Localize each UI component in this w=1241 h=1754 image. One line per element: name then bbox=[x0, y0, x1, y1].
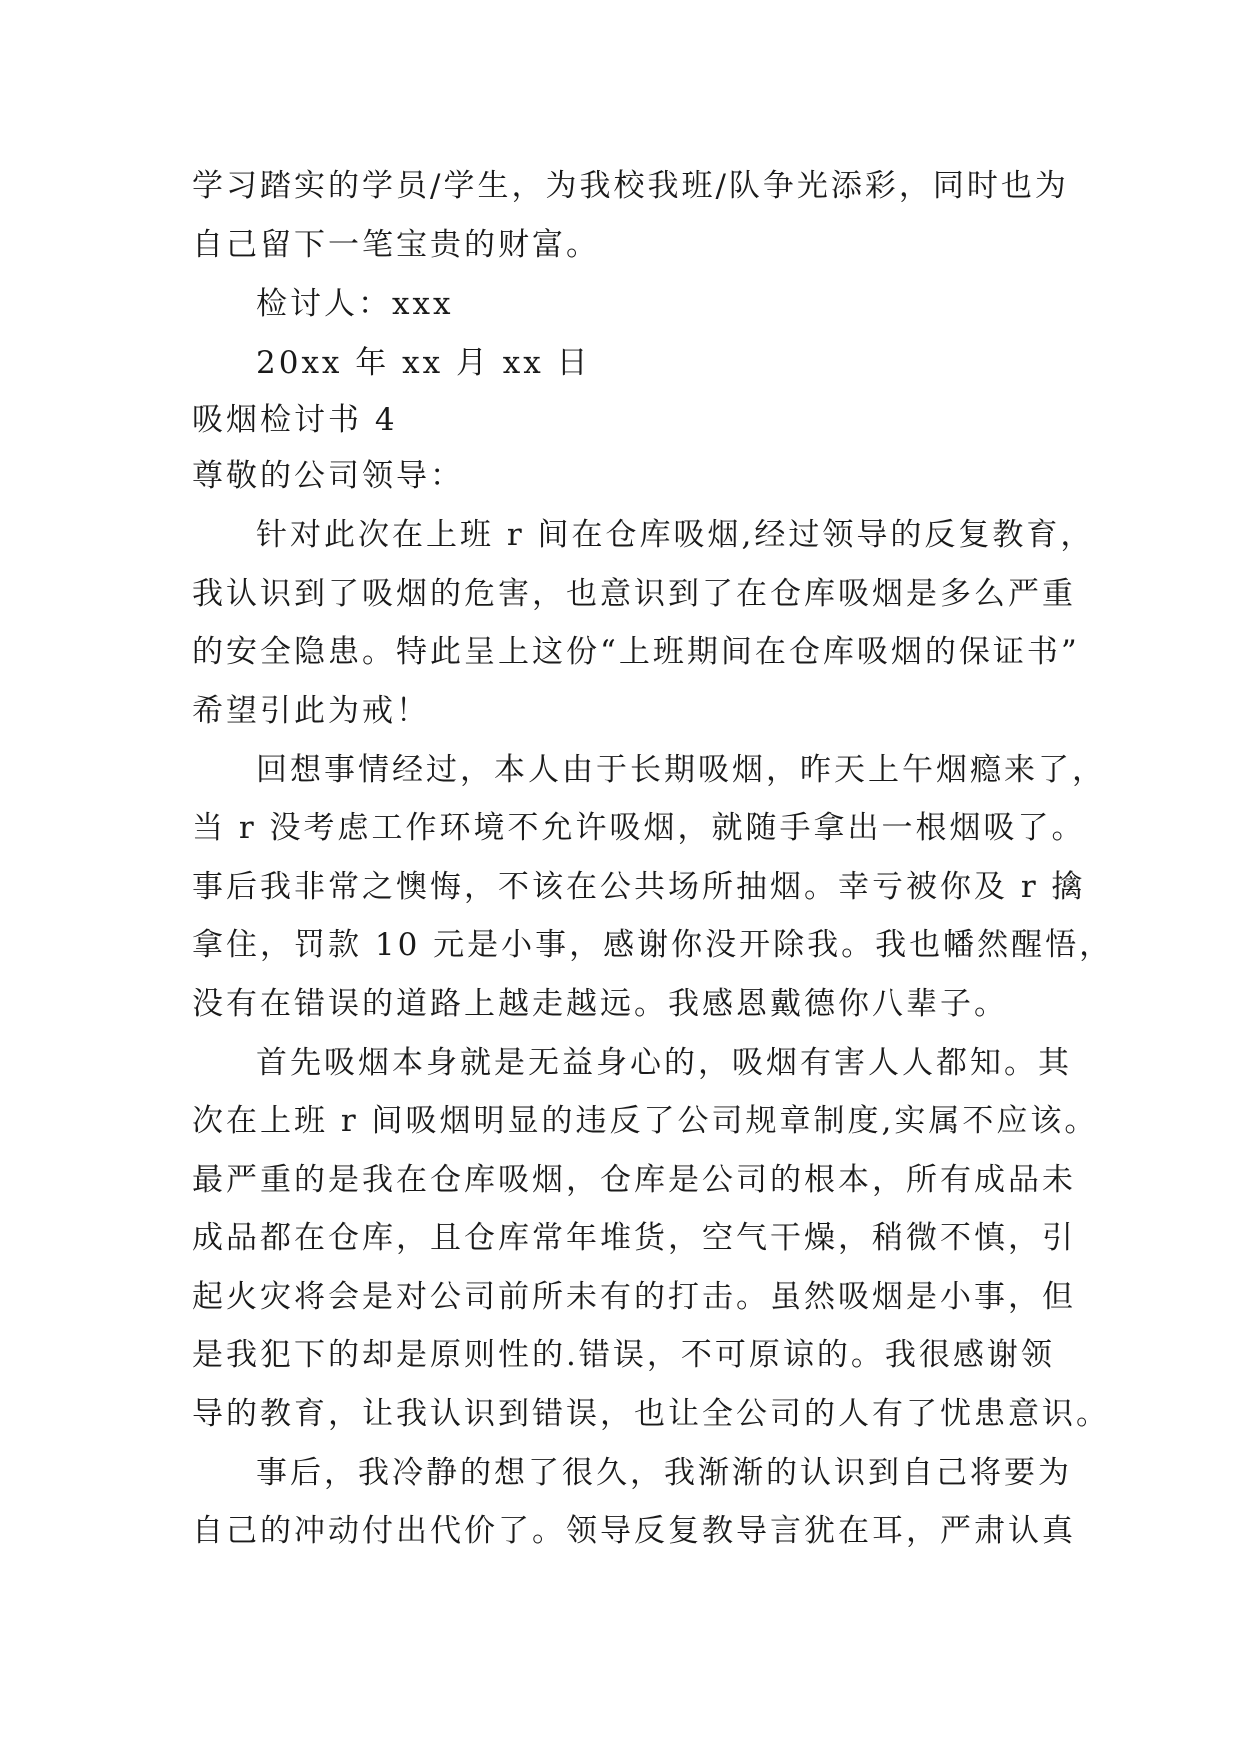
signature-line: 检讨人：xxx bbox=[256, 286, 454, 322]
text-line: 自己留下一笔宝贵的财富。 bbox=[192, 227, 600, 263]
text-line: 自己的冲动付出代价了。领导反复教导言犹在耳，严肃认真 bbox=[192, 1513, 1076, 1549]
text-line: 次在上班 r 间吸烟明显的违反了公司规章制度,实属不应该。 bbox=[192, 1103, 1099, 1139]
date-line: 20xx 年 xx 月 xx 日 bbox=[256, 345, 591, 381]
text-line: 拿住，罚款 10 元是小事，感谢你没开除我。我也幡然醒悟， bbox=[192, 927, 1114, 963]
text-line: 希望引此为戒！ bbox=[192, 693, 430, 729]
text-line: 事后我非常之懊悔，不该在公共场所抽烟。幸亏被你及 r 擒 bbox=[192, 869, 1086, 905]
text-line: 我认识到了吸烟的危害，也意识到了在仓库吸烟是多么严重 bbox=[192, 576, 1076, 612]
text-line: 事后，我冷静的想了很久，我渐渐的认识到自己将要为 bbox=[256, 1455, 1072, 1491]
text-line: 导的教育，让我认识到错误，也让全公司的人有了忧患意识。 bbox=[192, 1396, 1110, 1432]
text-line: 起火灾将会是对公司前所未有的打击。虽然吸烟是小事，但 bbox=[192, 1279, 1076, 1315]
text-line: 成品都在仓库，且仓库常年堆货，空气干燥，稍微不慎，引 bbox=[192, 1220, 1076, 1256]
text-line: 首先吸烟本身就是无益身心的，吸烟有害人人都知。其 bbox=[256, 1045, 1072, 1081]
text-line: 的安全隐患。特此呈上这份“上班期间在仓库吸烟的保证书” bbox=[192, 634, 1080, 670]
text-line: 没有在错误的道路上越走越远。我感恩戴德你八辈子。 bbox=[192, 986, 1008, 1022]
text-line: 学习踏实的学员/学生，为我校我班/队争光添彩，同时也为 bbox=[192, 168, 1069, 204]
salutation: 尊敬的公司领导： bbox=[192, 458, 464, 494]
section-title: 吸烟检讨书 4 bbox=[192, 402, 398, 438]
text-line: 回想事情经过，本人由于长期吸烟，昨天上午烟瘾来了， bbox=[256, 752, 1106, 788]
text-line: 最严重的是我在仓库吸烟，仓库是公司的根本，所有成品未 bbox=[192, 1162, 1076, 1198]
text-line: 是我犯下的却是原则性的.错误，不可原谅的。我很感谢领 bbox=[192, 1337, 1055, 1373]
text-line: 当 r 没考虑工作环境不允许吸烟，就随手拿出一根烟吸了。 bbox=[192, 810, 1086, 846]
text-line: 针对此次在上班 r 间在仓库吸烟,经过领导的反复教育， bbox=[256, 517, 1095, 553]
